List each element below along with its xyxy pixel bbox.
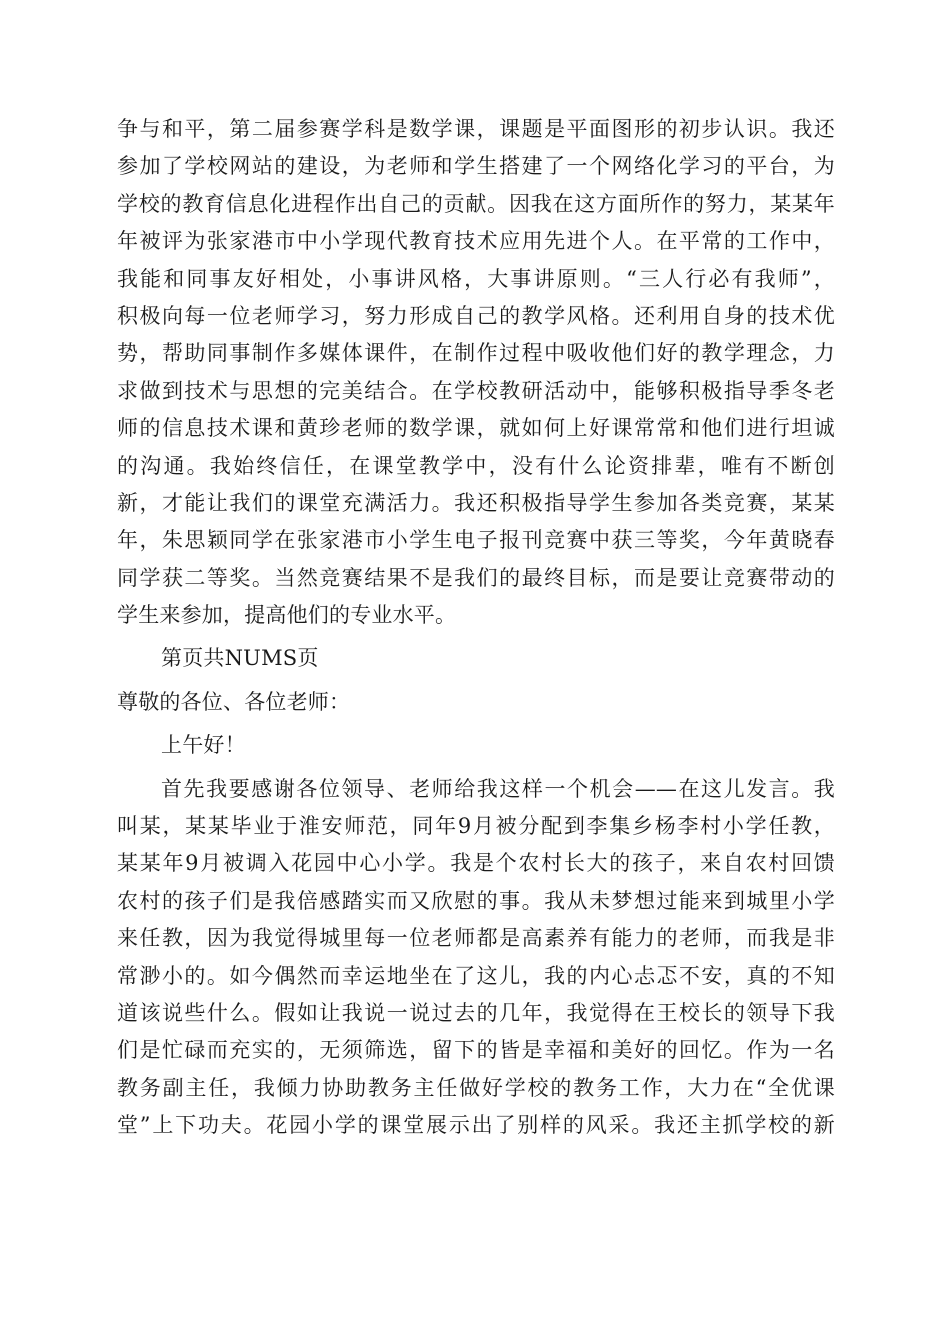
text-line: 学校的教育信息化进程作出自己的贡献。因我在这方面所作的努力，某某年 (117, 191, 835, 216)
document-body (117, 111, 835, 1145)
text-line: 参加了学校网站的建设，为老师和学生搭建了一个网络化学习的平台，为 (117, 154, 835, 179)
text-line: 争与和平，第二届参赛学科是数学课，课题是平面图形的初步认识。我还 (117, 117, 835, 141)
text-line: 年被评为张家港市中小学现代教育技术应用先进个人。在平常的工作中， (117, 229, 835, 254)
paragraph-speech (117, 771, 835, 1145)
text-line: 积极向每一位老师学习，努力形成自己的教学风格。还利用自身的技术优 (117, 303, 835, 328)
text-line: 年，朱思颖同学在张家港市小学生电子报刊竞赛中获三等奖，今年黄晓春 (117, 528, 835, 553)
text-line: 求做到技术与思想的完美结合。在学校教研活动中，能够积极指导季冬老 (117, 378, 835, 403)
greeting: 上午好！ (161, 733, 246, 758)
text-line: 势，帮助同事制作多媒体课件，在制作过程中吸收他们好的教学理念，力 (117, 341, 835, 366)
text-line: 我能和同事友好相处，小事讲风格，大事讲原则。“三人行必有我师”， (117, 266, 835, 291)
salutation: 尊敬的各位、各位老师： (117, 689, 351, 714)
text-line: 道该说些什么。假如让我说一说过去的几年，我觉得在王校长的领导下我 (117, 1000, 835, 1025)
text-line: 叫某，某某毕业于淮安师范，同年9月被分配到李集乡杨李村小学任教， (117, 814, 835, 839)
text-line: 堂”上下功夫。花园小学的课堂展示出了别样的风采。我还主抓学校的新 (117, 1113, 835, 1138)
text-line: 们是忙碌而充实的，无须筛选，留下的皆是幸福和美好的回忆。作为一名 (117, 1038, 835, 1063)
text-line: 某某年9月被调入花园中心小学。我是个农村长大的孩子，来自农村回馈 (117, 851, 835, 876)
paragraph-continued (117, 111, 835, 634)
text-line: 学生来参加，提高他们的专业水平。 (117, 603, 457, 628)
text-line: 常渺小的。如今偶然而幸运地坐在了这儿，我的内心忐忑不安，真的不知 (117, 963, 835, 988)
text-line: 同学获二等奖。当然竞赛结果不是我们的最终目标，而是要让竞赛带动的 (117, 565, 835, 590)
text-line: 的沟通。我始终信任，在课堂教学中，没有什么论资排辈，唯有不断创 (117, 453, 835, 478)
text-line: 教务副主任，我倾力协助教务主任做好学校的教务工作，大力在“全优课 (117, 1075, 835, 1100)
text-line: 农村的孩子们是我倍感踏实而又欣慰的事。我从未梦想过能来到城里小学 (117, 888, 835, 913)
text-line: 师的信息技术课和黄珍老师的数学课，就如何上好课常常和他们进行坦诚 (117, 416, 835, 441)
page-footer: 第页共NUMS页 (161, 646, 319, 671)
text-line: 新，才能让我们的课堂充满活力。我还积极指导学生参加各类竞赛，某某 (117, 490, 835, 515)
text-line: 来任教，因为我觉得城里每一位老师都是高素养有能力的老师，而我是非 (117, 926, 835, 951)
text-line: 首先我要感谢各位领导、老师给我这样一个机会——在这儿发言。我 (161, 776, 835, 801)
